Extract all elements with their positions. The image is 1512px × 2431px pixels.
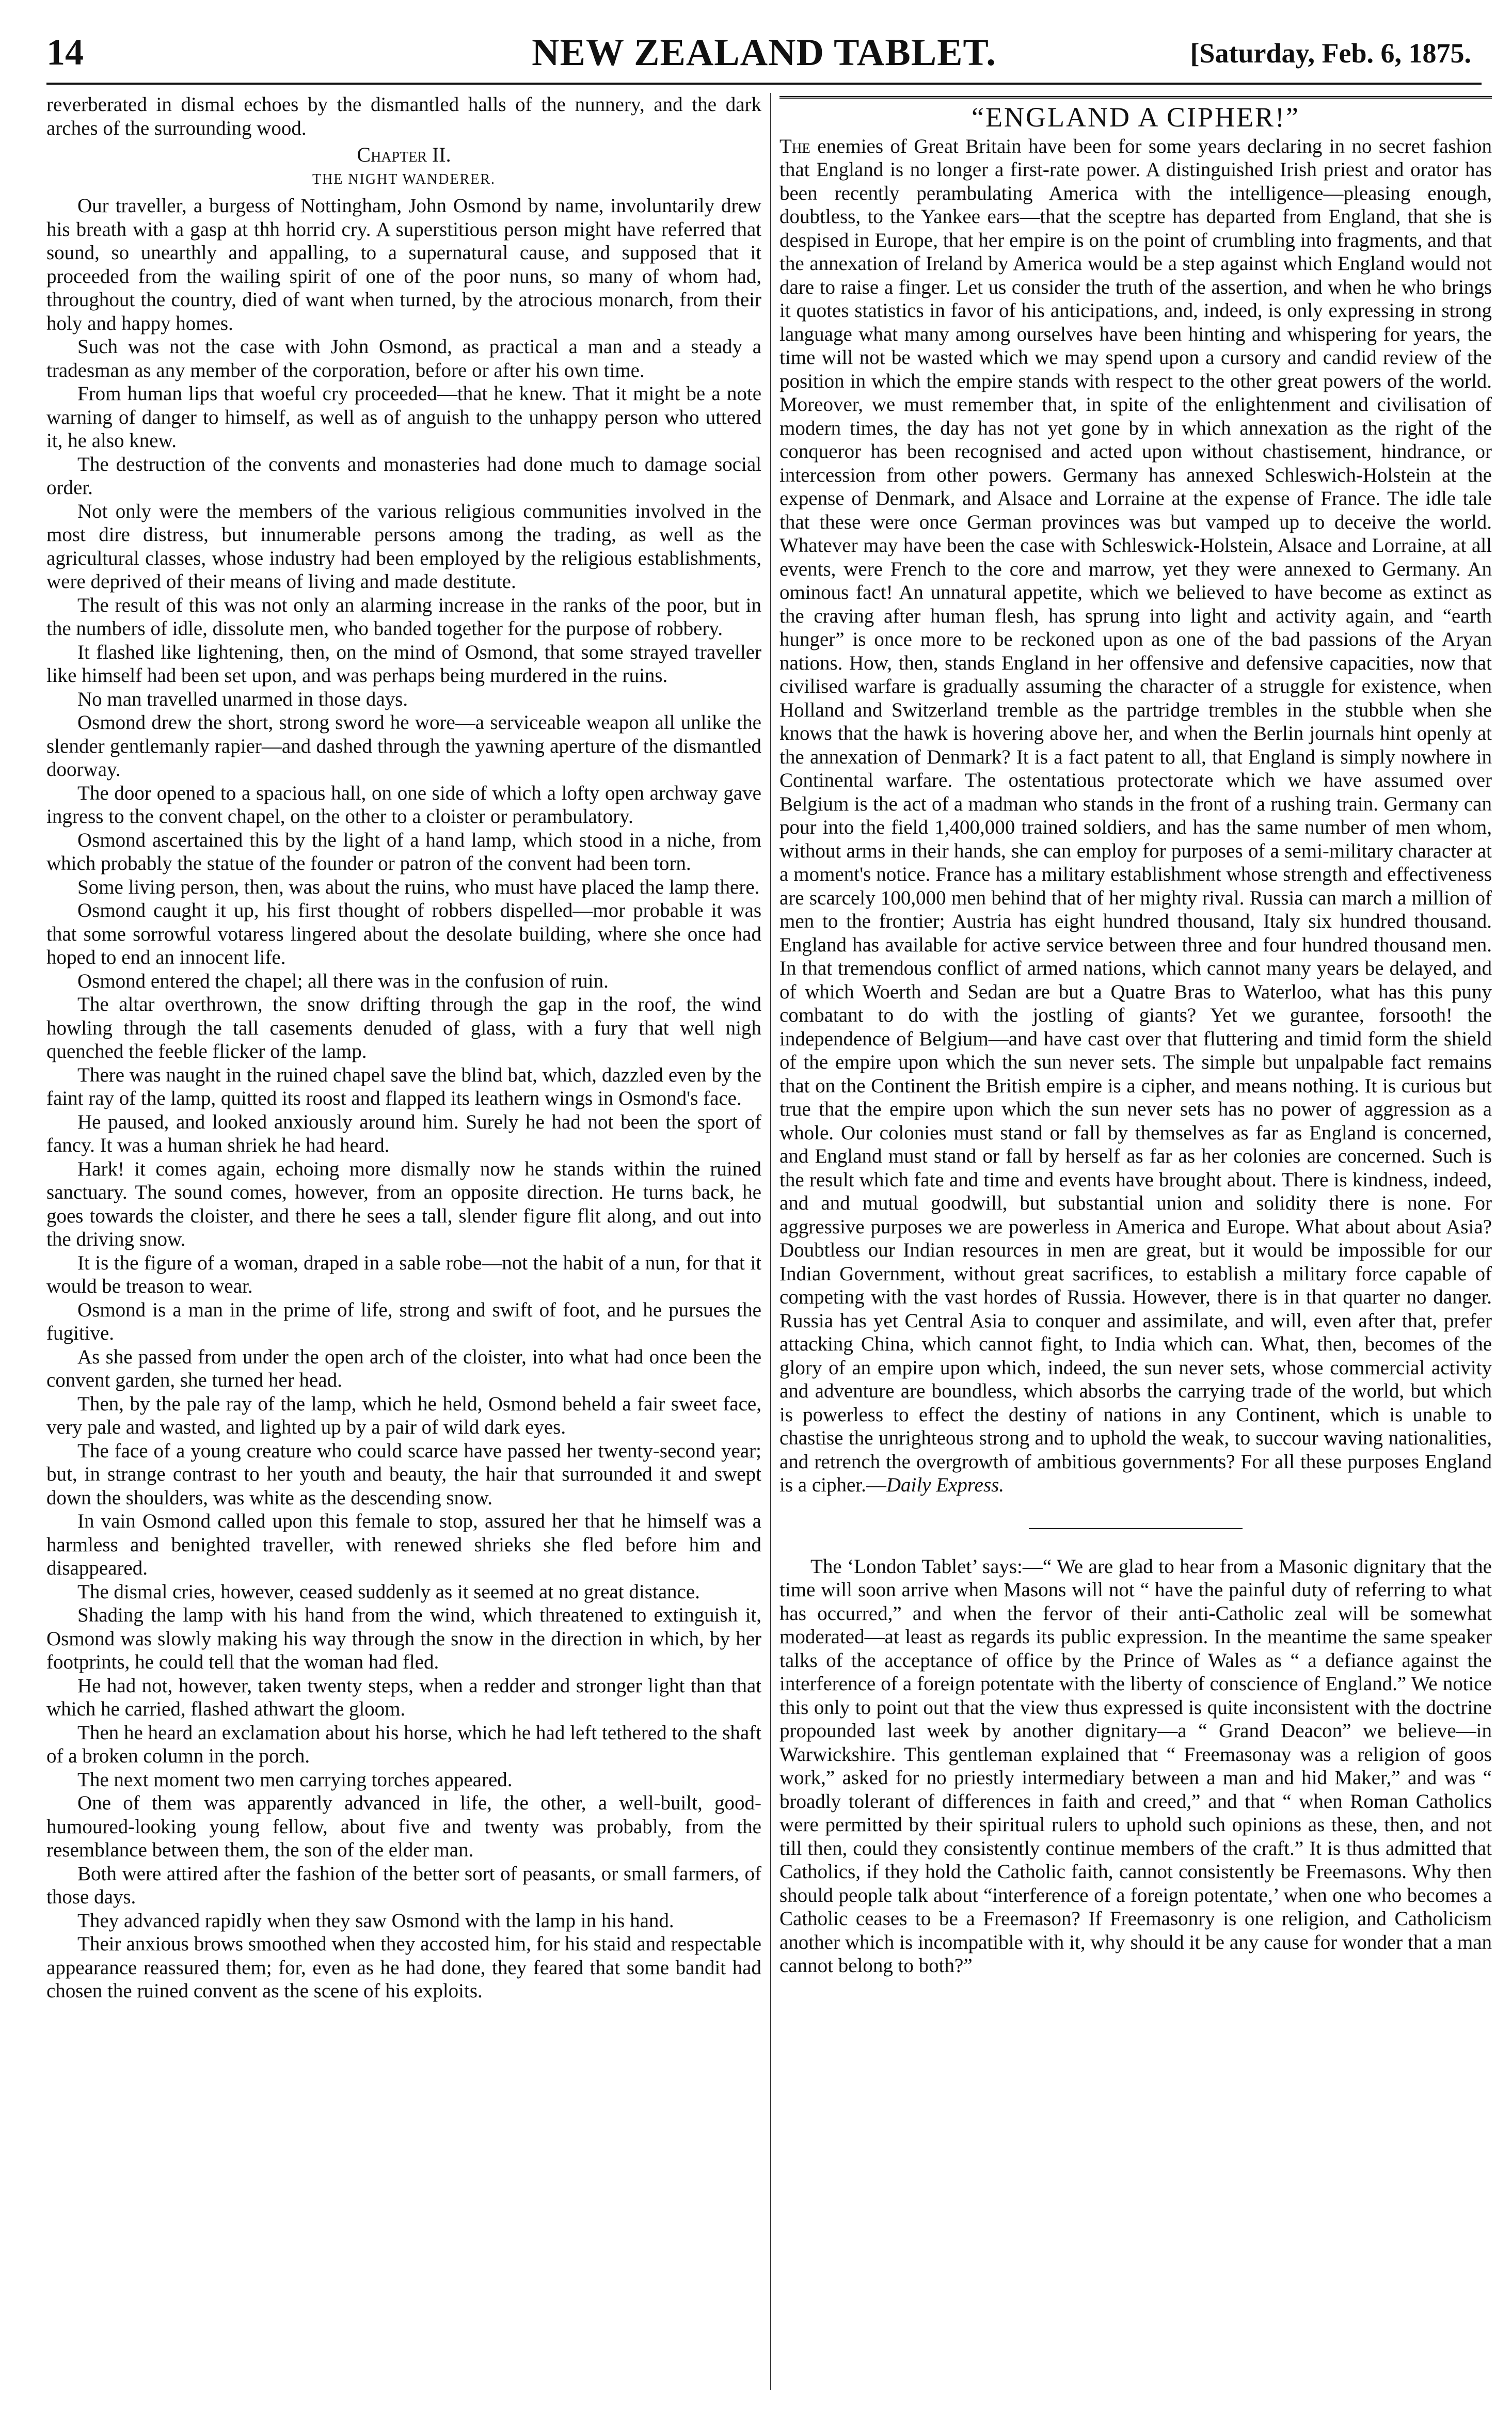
story-paragraph: No man travelled unarmed in those days. [77, 688, 408, 710]
story-paragraph: Not only were the members of the various religious communities involved in the most dire distress, but innumerable persons among the trading, as well as the agricultural classes, whose industry had been employed by the religious establishments, were deprived of their means of living and made destitute. [46, 500, 761, 593]
article-title: “ENGLAND A CIPHER!” [779, 96, 1492, 130]
story-paragraph: Then, by the pale ray of the lamp, which he held, Osmond beheld a fair sweet face, very pale and wasted, and lighted up by a pair of wild dark eyes. [46, 1392, 761, 1438]
article-lead-word: The [779, 135, 810, 157]
story-paragraph: Hark! it comes again, echoing more dismally now he stands within the ruined sanctuary. The sound comes, however, from an opposite direction. He turns back, he goes towards the cloister, and there he sees a tall, slender figure flit along, and out into the driving snow. [46, 1157, 761, 1250]
section-rule [1029, 1528, 1243, 1529]
article-source: Daily Express. [886, 1474, 1005, 1496]
story-paragraph: One of them was apparently advanced in life, the other, a well-built, good-humoured-looking young fellow, about five and twenty was probably, from the resemblance between them, the son of the elder man. [46, 1792, 761, 1861]
story-paragraph: reverberated in dismal echoes by the dismantled halls of the nunnery, and the dark arches of the surrounding wood. [46, 93, 761, 139]
story-paragraph: From human lips that woeful cry proceeded—that he knew. That it might be a note warning of danger to himself, as well as of anguish to the unhappy person who uttered it, he also knew. [46, 383, 761, 452]
story-paragraph: Then he heard an exclamation about his horse, which he had left tethered to the shaft of a broken column in the porch. [46, 1721, 761, 1767]
story-paragraph: The next moment two men carrying torches appeared. [77, 1768, 513, 1791]
masthead-title: NEW ZEALAND TABLET. [532, 31, 996, 74]
story-paragraph: Such was not the case with John Osmond, as practical a man and a steady a tradesman as any member of the corporation, before or after his own time. [46, 336, 761, 382]
article-body: enemies of Great Britain have been for some years declaring in no secret fashion that England is no longer a first-rate power. A distinguished Irish priest and orator has been recently perambulating America with the intelligence—pleasing enough, doubtless, to the Yankee ears—that the sceptre has departed from England, that she is despised in Europe, that her empire is on the point of crumbling into fragments, and that the annexation of Ireland by America would be a step against which England would not dare to raise a finger. Let us consider the truth of the assertion, and when he who brings it quotes statistics in favor of his anticipations, and, indeed, is only expressing in strong language what many among ourselves have been hinting and whispering for years, the time will not be wasted which we may spend upon a cursory and candid review of the position in which the empire stands with respect to the other great powers of the world. Moreover, we must remember that, in spite of the enlightenment and civilisation of modern times, the day has not yet gone by in which annexation as the right of the conqueror has been recognised and acted upon without chastisement, hindrance, or intercession from other powers. Germany has annexed Schleswich-Holstein at the expense of Denmark, and Alsace and Lorraine at the expense of France. The idle tale that these were once German provinces was but vamped up to deceive the world. Whatever may have been the case with Schleswick-Holstein, Alsace and Lorraine, at all events, were French to the core and marrow, yet they were annexed to Germany. An ominous fact! An unnatural appetite, which we believed to have become as extinct as the craving after human flesh, has sprung into light and activity again, and “earth hunger” is once more to be reckoned upon as one of the bad passions of the Aryan nations. How, then, stands England in her offensive and defensive capacities, now that civilised warfare is gradually assuming the character of a struggle for existence, when Holland and Switzerland tremble as the partridge trembles in the stubble when she knows that the hawk is hovering above her, and when the Berlin journals hint openly at the annexation of Denmark? It is a fact patent to all, that England is simply nowhere in Continental warfare. The ostentatious protectorate which we have assumed over Belgium is the act of a madman who stands in the front of a rushing train. Germany can pour into the field 1,400,000 trained soldiers, and has the same number of men whom, without arms in their hands, she can employ for purposes of a semi-military character at a moment's notice. France has a military establishment whose strength and effectiveness are scarcely 100,000 men behind that of her mighty rival. Russia can march a million of men to the frontier; Austria has eight hundred thousand, Italy six hundred thousand. England has available for active service between three and four hundred thousand men. In that tremendous conflict of armed nations, which cannot many years be delayed, and of which Woerth and Sedan are but a Quatre Bras to Waterloo, what has this puny combatant to do with the jostling of giants? Yet we gurantee, forsooth! the independence of Belgium—and have cast over that fluttering and timid form the shield of the empire upon which the sun never sets. The simple but unpalpable fact remains that on the Continent the British empire is a cipher, and means nothing. It is curious but true that the empire upon which the sun never sets has no power of aggression as a whole. Our colonies must stand or fall by themselves as far as England is concerned, and England must stand or fall by herself as far as her colonies are concerned. Such is the result which fate and time and events have brought about. There is kindness, indeed, and and mutual goodwill, but substantial union and solidity there is none. For aggressive purposes we are powerless in America and Europe. What about about Asia? Doubtless our Indian resources in men are great, but it would be impossible for our Indian Government, without great sacrifices, to establish a military force capable of competing with the vast hordes of Russia. However, there is in that quarter no danger. Russia has yet Central Asia to conquer and assimilate, and will, even after that, prefer attacking China, which cannot fight, to India which can. What, then, becomes of the glory of an empire upon which, indeed, the sun never sets, whose commercial activity and adventure are boundless, which absorbs the carrying trade of the world, but which is powerless to effect the destiny of nations in any Continent, which is unable to chastise the unrighteous strong and to uphold the weak, to succour waving nationalities, and retrench the overgrowth of ambitious governments? For all these purposes England is a cipher.— [779, 135, 1492, 1496]
story-paragraph: Osmond drew the short, strong sword he wore—a serviceable weapon all unlike the slender gentlemanly rapier—and dashed through the yawning aperture of the dismantled doorway. [46, 711, 761, 781]
left-column [46, 93, 761, 2003]
issue-date: [Saturday, Feb. 6, 1875. [1190, 38, 1471, 69]
story-paragraph: As she passed from under the open arch of the cloister, into what had once been the convent garden, she turned her head. [46, 1345, 761, 1391]
story-paragraph: They advanced rapidly when they saw Osmond with the lamp in his hand. [77, 1909, 674, 1932]
story-paragraph: Both were attired after the fashion of the better sort of peasants, or small farmers, of those days. [46, 1862, 761, 1908]
story-paragraph: Osmond entered the chapel; all there was in the confusion of ruin. [77, 970, 609, 992]
story-paragraph: Their anxious brows smoothed when they accosted him, for his staid and respectable appearance reassured them; for, even as he had done, they feared that some bandit had chosen the ruined convent as the scene of his exploits. [46, 1933, 761, 2002]
story-paragraph: Osmond is a man in the prime of life, strong and swift of foot, and he pursues the fugitive. [46, 1298, 761, 1344]
story-paragraph: The dismal cries, however, ceased suddenly as it seemed at no great distance. [77, 1580, 700, 1603]
chapter-subtitle: THE NIGHT WANDERER. [312, 171, 496, 187]
story-paragraph: It flashed like lightening, then, on the mind of Osmond, that some strayed traveller like himself had been set upon, and was perhaps being murdered in the ruins. [46, 641, 761, 687]
page-number: 14 [46, 31, 84, 73]
story-paragraph: The altar overthrown, the snow drifting through the gap in the roof, the wind howling through the tall casements denuded of glass, with a fury that well nigh quenched the feeble flicker of the lamp. [46, 993, 761, 1062]
story-paragraph: Shading the lamp with his hand from the wind, which threatened to extinguish it, Osmond was slowly making his way through the snow in the direction in which, by her footprints, he could tell that the woman had fled. [46, 1604, 761, 1673]
story-paragraph: The result of this was not only an alarming increase in the ranks of the poor, but in the numbers of idle, dissolute men, who banded together for the purpose of robbery. [46, 594, 761, 640]
tablet-paragraph: The ‘London Tablet’ says:—“ We are glad to hear from a Masonic dignitary that the time will soon arrive when Masons will not “ have the painful duty of referring to what has occurred,” and when the fervor of their anti-Catholic zeal will be somewhat moderated—at least as regards its public expression. In the meantime the same speaker talks of the acceptance of office by the Prince of Wales as “ a defiance against the interference of a foreign potentate with the liberty of conscience of England.” We notice this only to point out that the view thus expressed is quite inconsistent with the doctrine propounded last week by another dignitary—a “ Grand Deacon” we believe—in Warwickshire. This gentleman explained that “ Freemasonay was a religion of goos work,” asked for no priestly intermediary between a man and hid Maker,” and was “ broadly tolerant of differences in faith and creed,” and that “ when Roman Catholics were permitted by their spiritual rulers to uphold such opinions as these, then, and not till then, could they consistently continue members of the craft.” It is thus admitted that Catholics, if they hold the Catholic faith, cannot consistently be Freemasons. Why then should people talk about “interference of a foreign potentate,’ when one who becomes a Catholic ceases to be a Freemason? If Freemasonry is one religion, and Catholicism another which is incompatible with it, why should it be any cause for wonder that a man cannot belong to both?” [779, 1555, 1492, 1977]
story-paragraph: It is the figure of a woman, draped in a sable robe—not the habit of a nun, for that it would be treason to wear. [46, 1251, 761, 1297]
story-paragraph: In vain Osmond called upon this female to stop, assured her that he himself was a harmless and benighted traveller, with renewed shrieks she fled before him and disappeared. [46, 1510, 761, 1579]
story-paragraph: He paused, and looked anxiously around him. Surely he had not been the sport of fancy. It was a human shriek he had heard. [46, 1110, 761, 1156]
story-paragraph: The door opened to a spacious hall, on one side of which a lofty open archway gave ingress to the convent chapel, on the other to a cloister or perambulatory. [46, 782, 761, 828]
article-paragraph [779, 135, 1492, 1497]
story-paragraph: Some living person, then, was about the ruins, who must have placed the lamp there. [77, 876, 760, 898]
chapter-heading: Chapter II. [357, 143, 451, 166]
story-paragraph: Our traveller, a burgess of Nottingham, John Osmond by name, involuntarily drew his breath with a gasp at thh horrid cry. A superstitious person might have referred that sound, so unearthly and appalling, to a supernatural cause, and supposed that it proceeded from the wailing spirit of one of the poor nuns, so many of whom had, throughout the country, died of want when turned, by the atrocious monarch, from their holy and happy homes. [46, 195, 761, 335]
story-paragraph: He had not, however, taken twenty steps, when a redder and stronger light than that which he carried, flashed athwart the gloom. [46, 1674, 761, 1720]
story-paragraph: The face of a young creature who could scarce have passed her twenty-second year; but, in strange contrast to her youth and beauty, the hair that surrounded it and swept down the shoulders, was white as the descending snow. [46, 1439, 761, 1509]
story-paragraph: There was naught in the ruined chapel save the blind bat, which, dazzled even by the faint ray of the lamp, quitted its roost and flapped its leathern wings in Osmond's face. [46, 1063, 761, 1109]
right-column [779, 93, 1492, 1978]
story-paragraph: Osmond ascertained this by the light of a hand lamp, which stood in a niche, from which probably the statue of the founder or patron of the convent had been torn. [46, 829, 761, 875]
column-divider [770, 93, 771, 2390]
story-paragraph: The destruction of the convents and monasteries had done much to damage social order. [46, 453, 761, 499]
page-header [46, 31, 1482, 85]
story-paragraph: Osmond caught it up, his first thought of robbers dispelled—mor probable it was that some sorrowful votaress lingered about the desolate building, where she once had hoped to end an innocent life. [46, 899, 761, 968]
